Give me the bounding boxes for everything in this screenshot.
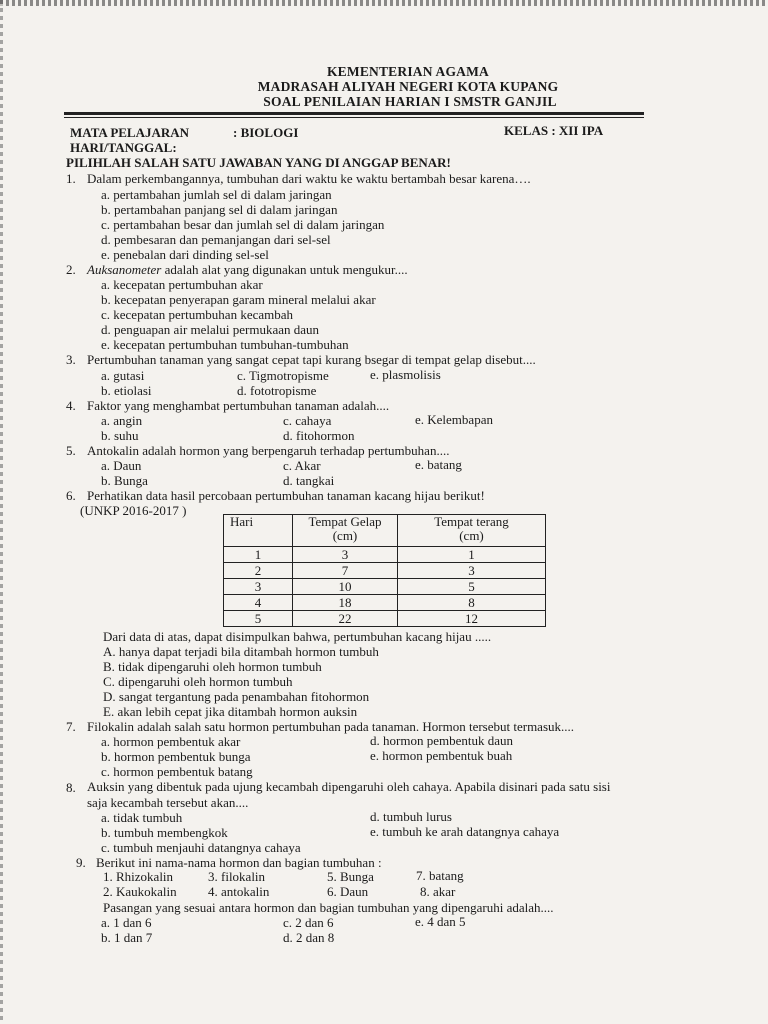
option-d: d. tumbuh lurus (370, 809, 452, 824)
list-item: 3. filokalin (208, 869, 266, 884)
table-cell-day: 2 (224, 563, 293, 579)
table-row (224, 563, 546, 579)
list-item: 5. Bunga (327, 869, 374, 884)
class-label: KELAS : XII IPA (504, 123, 604, 138)
option-c: c. pertambahan besar dan jumlah sel di dalam jaringan (101, 217, 385, 232)
question-number: 4. (66, 398, 76, 413)
list-item: 2. Kaukokalin (103, 884, 177, 899)
document-header (0, 64, 768, 109)
option-a: a. kecepatan pertumbuhan akar (101, 277, 263, 292)
instruction: PILIHLAH SALAH SATU JAWABAN YANG DI ANGGAP BENAR! (66, 155, 451, 170)
option-a: a. angin (101, 413, 143, 428)
question-text-cont: saja kecambah tersebut akan.... (87, 795, 249, 810)
option-e: E. akan lebih cepat jika ditambah hormon auksin (103, 704, 358, 719)
table-cell-dark: 18 (293, 595, 398, 611)
header-school: MADRASAH ALIYAH NEGERI KOTA KUPANG (257, 79, 559, 94)
option-e: e. plasmolisis (370, 367, 441, 382)
option-b: b. suhu (101, 428, 139, 443)
table-header-dark: Tempat Gelap (cm) (293, 515, 398, 547)
header-rule-thin (64, 117, 644, 118)
table-cell-day: 5 (224, 611, 293, 627)
table-row (224, 547, 546, 563)
question-number: 8. (66, 780, 76, 795)
option-e: e. kecepatan pertumbuhan tumbuhan-tumbuhan (101, 337, 349, 352)
question-text: Filokalin adalah salah satu hormon pertumbuhan pada tanaman. Hormon tersebut termasuk.... (87, 719, 575, 734)
option-a: a. Daun (101, 458, 142, 473)
option-e: e. batang (415, 457, 462, 472)
table-cell-day: 4 (224, 595, 293, 611)
option-e: e. tumbuh ke arah datangnya cahaya (370, 824, 560, 839)
table-cell-light: 12 (398, 611, 546, 627)
option-c: c. kecepatan pertumbuhan kecambah (101, 307, 294, 322)
option-d: d. hormon pembentuk daun (370, 733, 513, 748)
option-d: d. penguapan air melalui permukaan daun (101, 322, 320, 337)
subject-label: MATA PELAJARAN (70, 125, 190, 140)
option-a: A. hanya dapat terjadi bila ditambah hormon tumbuh (103, 644, 379, 659)
question-number: 9. (76, 855, 86, 870)
question-followup: Dari data di atas, dapat disimpulkan bahwa, pertumbuhan kacang hijau ..... (103, 629, 492, 644)
question-text: Antokalin adalah hormon yang berpengaruh terhadap pertumbuhan.... (87, 443, 450, 458)
question-number: 2. (66, 262, 76, 277)
list-item: 6. Daun (327, 884, 369, 899)
question-number: 6. (66, 488, 76, 503)
option-c: c. hormon pembentuk batang (101, 764, 253, 779)
table-cell-light: 3 (398, 563, 546, 579)
option-b: b. Bunga (101, 473, 148, 488)
question-number: 5. (66, 443, 76, 458)
binding-edge-top (0, 0, 768, 6)
question-number: 3. (66, 352, 76, 367)
option-e: e. penebalan dari dinding sel-sel (101, 247, 269, 262)
table-cell-day: 3 (224, 579, 293, 595)
list-item: 8. akar (420, 884, 456, 899)
question-text (87, 262, 408, 277)
option-e: e. Kelembapan (415, 412, 493, 427)
header-ministry: KEMENTERIAN AGAMA (326, 64, 490, 79)
option-a: a. gutasi (101, 368, 145, 383)
question-text: Dalam perkembangannya, tumbuhan dari waktu ke waktu bertambah besar karena…. (87, 171, 531, 186)
list-item: 4. antokalin (208, 884, 270, 899)
table-cell-dark: 22 (293, 611, 398, 627)
question-text: Berikut ini nama-nama hormon dan bagian tumbuhan : (96, 855, 382, 870)
option-e: e. 4 dan 5 (415, 914, 466, 929)
option-b: b. 1 dan 7 (101, 930, 153, 945)
question-number: 1. (66, 171, 76, 186)
list-item: 1. Rhizokalin (103, 869, 174, 884)
option-c: C. dipengaruhi oleh hormon tumbuh (103, 674, 293, 689)
option-a: a. 1 dan 6 (101, 915, 152, 930)
option-b: b. etiolasi (101, 383, 152, 398)
option-d: d. fototropisme (237, 383, 317, 398)
table-cell-dark: 3 (293, 547, 398, 563)
table-header-light: Tempat terang (cm) (398, 515, 546, 547)
italic-term: Auksanometer (87, 262, 162, 277)
option-c: c. 2 dan 6 (283, 915, 334, 930)
table-cell-light: 8 (398, 595, 546, 611)
option-c: c. Tigmotropisme (237, 368, 329, 383)
option-a: a. tidak tumbuh (101, 810, 183, 825)
binding-edge-left (0, 0, 3, 1024)
option-b: b. hormon pembentuk bunga (101, 749, 251, 764)
option-b: b. tumbuh membengkok (101, 825, 228, 840)
option-e: e. hormon pembentuk buah (370, 748, 513, 763)
option-a: a. pertambahan jumlah sel di dalam jaringan (101, 187, 332, 202)
header-exam-title: SOAL PENILAIAN HARIAN I SMSTR GANJIL (263, 94, 557, 109)
question-text-rest: adalah alat yang digunakan untuk mengukur.... (161, 262, 408, 277)
option-c: c. cahaya (283, 413, 332, 428)
option-d: d. pembesaran dan pemanjangan dari sel-sel (101, 232, 331, 247)
option-a: a. hormon pembentuk akar (101, 734, 241, 749)
table-cell-light: 1 (398, 547, 546, 563)
question-text: Auksin yang dibentuk pada ujung kecambah dipengaruhi oleh cahaya. Apabila disinari pada satu sisi (87, 779, 611, 794)
question-text: Faktor yang menghambat pertumbuhan tanaman adalah.... (87, 398, 390, 413)
table-cell-dark: 10 (293, 579, 398, 595)
table-row (224, 611, 546, 627)
option-d: d. tangkai (283, 473, 335, 488)
table-row (224, 595, 546, 611)
header-rule-thick (64, 112, 644, 115)
question-source: (UNKP 2016-2017 ) (80, 503, 187, 518)
option-c: c. Akar (283, 458, 321, 473)
option-c: c. tumbuh menjauhi datangnya cahaya (101, 840, 301, 855)
option-b: b. kecepatan penyerapan garam mineral melalui akar (101, 292, 376, 307)
option-d: d. 2 dan 8 (283, 930, 335, 945)
subject-value: : BIOLOGI (233, 125, 299, 140)
list-item: 7. batang (416, 868, 464, 883)
question-text: Perhatikan data hasil percobaan pertumbuhan tanaman kacang hijau berikut! (87, 488, 485, 503)
option-b: b. pertambahan panjang sel di dalam jaringan (101, 202, 338, 217)
question-text: Pertumbuhan tanaman yang sangat cepat tapi kurang bsegar di tempat gelap disebut.... (87, 352, 536, 367)
table-header-day: Hari (224, 515, 293, 547)
option-b: B. tidak dipengaruhi oleh hormon tumbuh (103, 659, 322, 674)
date-label: HARI/TANGGAL: (70, 140, 177, 155)
question-number: 7. (66, 719, 76, 734)
question-prompt: Pasangan yang sesuai antara hormon dan bagian tumbuhan yang dipengaruhi adalah.... (103, 900, 554, 915)
table-cell-dark: 7 (293, 563, 398, 579)
option-d: D. sangat tergantung pada penambahan fitohormon (103, 689, 370, 704)
table-cell-light: 5 (398, 579, 546, 595)
growth-data-table (223, 514, 546, 627)
option-d: d. fitohormon (283, 428, 355, 443)
table-row (224, 579, 546, 595)
table-cell-day: 1 (224, 547, 293, 563)
